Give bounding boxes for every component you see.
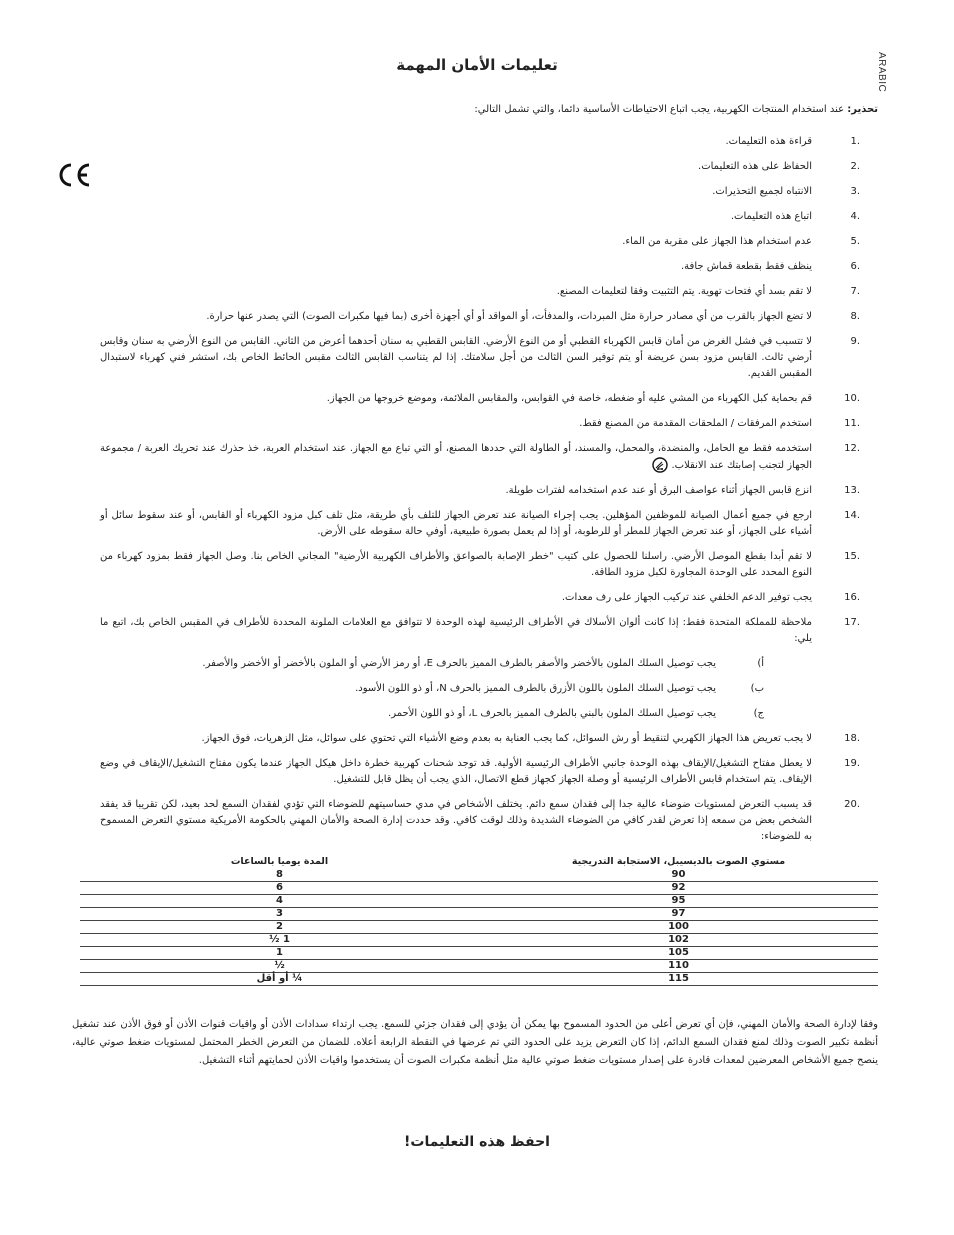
list-item: 17. ملاحظة للمملكة المتحدة فقط: إذا كانت ألوان الأسلاك في الأطراف الرئيسية لهذه الوحدة لا تتوافق مع العلامات الملونة المحددة للأطراف في المقبس الخاص بك، اتبع ما يلي: أ) يجب توصيل السلك الملون بالأخضر والأصفر بالطرف المميز بالحرف E، أو رمز الأرضي أو الملون بالأخضر أو الأخضر والأصفر. ب) يجب توصيل السلك الملون باللون الأزرق بالطرف المميز بالحرف N، أو ذو اللون الأسود. ج) يجب توصيل السلك الملون بالبني بالطرف المميز بالحرف L، أو ذو اللون الأحمر. [100,615,860,722]
sub-item: أ) يجب توصيل السلك الملون بالأخضر والأصفر بالطرف المميز بالحرف E، أو رمز الأرضي أو الملون بالأخضر أو الأخضر والأصفر. [202,658,764,669]
list-item: 14. ارجع في جميع أعمال الصيانة للموظفين المؤهلين. يجب إجراء الصيانة عند تعرض الجهاز للتلف بأي طريقة، مثل تلف كبل مزود الكهرباء أو القابس، أو عند سقوط سائل أو أشياء على الجهاز، أو عند تعرض الجهاز للمطر أو للرطوبة، أو إذا لم يعمل بصورة طبيعية، أوفي حالة سقوطه على الأرض. [100,510,860,537]
list-item: 20. قد يسبب التعرض لمستويات ضوضاء عالية جدا إلى فقدان سمع دائم. يختلف الأشخاص في مدي حساسيتهم للضوضاء التي تؤدي لفقدان السمع لحد بعيد، لكن تقريبا قد يفقد الشخص بعض من سمعه إذا تعرض لقدر كافي من الضوضاء الشديدة وذلك لوقت كافي. وقد حددت إدارة الصحة والأمان المهني بالحكومة الأمريكية مستوي التعرض المسموح به للضوضاء: [100,799,860,842]
warning-intro [78,103,878,117]
duration-cell: 3 [80,908,479,921]
list-item: 5. عدم استخدام هذا الجهاز على مقربة من الماء. [622,236,860,247]
list-item: 13. انزع قابس الجهاز أثناء عواصف البرق أو عند عدم استخدامه لفترات طويلة. [505,485,860,496]
level-column-header: مستوي الصوت بالديسيبل، الاستجابة التدريجية [571,856,786,867]
list-item: 11. استخدم المرفقات / الملحقات المقدمة من المصنع فقط. [579,418,860,429]
duration-cell: 2 [80,921,479,934]
cart-tip-over-warning-icon [652,457,668,473]
list-item: 16. يجب توفير الدعم الخلفي عند تركيب الجهاز على رف معدات. [561,592,860,603]
closing-heading: احفظ هذه التعليمات! [404,1134,550,1150]
table-row [80,869,878,882]
sub-item: ب) يجب توصيل السلك الملون باللون الأزرق بالطرف المميز بالحرف N، أو ذو اللون الأسود. [355,683,764,694]
level-cell: 105 [479,947,878,960]
osha-note: وفقا لإدارة الصحة والأمان المهني، فإن أي تعرض أعلى من الحدود المسموح بها يمكن أن يؤدي إلى فقدان جزئي للسمع. يجب ارتداء سدادات الأذن أو واقيات قنوات الأذن أو فوق الأذن عند تشغيل أنظمة تكبير الصوت وذلك لمنع فقدان السمع الدائم، إذا كان التعرض يزيد على الحدود التي تم عرضها في النقطة الرابعة أعلاه. للضمان من التعرض الخطر المحتمل لمستويات ضغط صوتي عالية، ينصح جميع الأشخاص المعرضين لمعدات قادرة على إصدار مستويات ضغط صوتي عالية مثل أنظمة مكبرات الصوت أن يستخدموا واقيات الأذن لحمايتهم أثناء التشغيل. [72,1019,878,1066]
table-row [80,921,878,934]
duration-cell: 1 [80,947,479,960]
page-title: تعليمات الأمان المهمة [396,56,558,74]
sub-item: ج) يجب توصيل السلك الملون بالبني بالطرف المميز بالحرف L، أو ذو اللون الأحمر. [388,708,764,719]
level-cell: 100 [479,921,878,934]
level-cell: 92 [479,882,878,895]
level-cell: 97 [479,908,878,921]
level-cell: 102 [479,934,878,947]
duration-cell: ¼ أو أقل [80,973,479,986]
duration-cell: ½ [80,960,479,973]
duration-cell: 4 [80,895,479,908]
level-cell: 115 [479,973,878,986]
list-item: 12. استخدمه فقط مع الحامل، والمنضدة، والمحمل، والمسند، أو الطاولة التي حددها المصنع، أو التي تباع مع الجهاز. عند استخدام العربة، خذ حذرك عند تحريك العربة / مجموعة الجهاز لتجنب إصابتك عند الانقلاب. [100,443,860,471]
table-row [80,882,878,895]
table-row [80,934,878,947]
list-item: 15. لا تقم أبدا بقطع الموصل الأرضي. راسلنا للحصول على كتيب "خطر الإصابة بالصواعق والأطراف الكهربية الأرضية" المجاني الخاص بنا. وصل الجهاز فقط بمزود كهرباء من النوع المحدد على الوحدة المجاورة لكبل مزود الطاقة. [100,551,860,578]
list-item: 1. قراءة هذه التعليمات. [725,136,860,147]
duration-cell: 8 [80,869,479,882]
list-item: 18. لا يجب تعريض هذا الجهاز الكهربي لتنقيط أو رش السوائل، كما يجب العناية به بعدم وضع الأشياء التي تحتوي على سوائل، مثل الزهريات، فوق الجهاز. [201,733,860,744]
list-item: 9. لا تتسبب في فشل الغرض من أمان قابس الكهرباء القطبي أو من النوع الأرضي. القابس القطبي به سنان أحدهما أعرض من الثاني. القابس من النوع الأرضي به سنان وقابس أرضي ثالث. القابس مزود بسن عريضة أو يتم توفير السن الثالث من أجل سلامتك. إذا لم يتناسب القابس الثالث مقبس الحائط الخاص بك، استشر فني كهرباء لاستبدال المقبس القديم. [100,336,860,379]
safety-instructions-list [100,134,860,845]
list-item: 3. الانتباه لجميع التحذيرات. [712,186,860,197]
table-row [80,908,878,921]
language-label: ARABIC [876,52,887,93]
list-item: 4. اتباع هذه التعليمات. [730,211,860,222]
list-item: 7. لا تقم بسد أي فتحات تهوية. يتم التثبيت وفقا لتعليمات المصنع. [556,286,860,297]
duration-column-header: المدة يوميا بالساعات [230,856,329,867]
list-item: 8. لا تضع الجهاز بالقرب من أي مصادر حرارة مثل المبردات، والمدفأت، أو المواقد أو أي أجهزة أخرى (بما فيها مكبرات الصوت) التي يصدر عنها حرارة. [206,311,860,322]
warning-label: تحذير: [847,104,878,115]
level-cell: 95 [479,895,878,908]
table-row [80,947,878,960]
list-item: 10. قم بحماية كبل الكهرباء من المشي عليه أو ضغطه، خاصة في القوابس، والمقابس الملائمة، وموضع خروجها من الجهاز. [326,393,860,404]
list-item: 6. ينظف فقط بقطعة قماش جافة. [681,261,860,272]
level-cell: 90 [479,869,878,882]
ce-mark-icon [56,160,92,190]
table-row [80,895,878,908]
table-row [80,960,878,973]
table-row [80,973,878,986]
duration-cell: 6 [80,882,479,895]
list-item: 19. لا يعطل مفتاح التشغيل/الإيقاف بهذه الوحدة جانبي الأطراف الرئيسية الأولية. قد توجد شحنات كهربية خطرة داخل هيكل الجهاز عندما يكون مفتاح التشغيل/الإيقاف في وضع الإيقاف. يتم استخدام قابس الأطراف الرئيسية أو وصلة الجهاز كجهاز قطع الاتصال، الذي يجب أن يظل قابل للتشغيل. [100,758,860,785]
noise-exposure-table [80,856,878,986]
duration-cell: 1 ½ [80,934,479,947]
warning-text: عند استخدام المنتجات الكهربية، يجب اتباع الاحتياطات الأساسية دائما، والتي تشمل التالي: [474,104,848,115]
level-cell: 110 [479,960,878,973]
list-item: 2. الحفاظ على هذه التعليمات. [698,161,860,172]
